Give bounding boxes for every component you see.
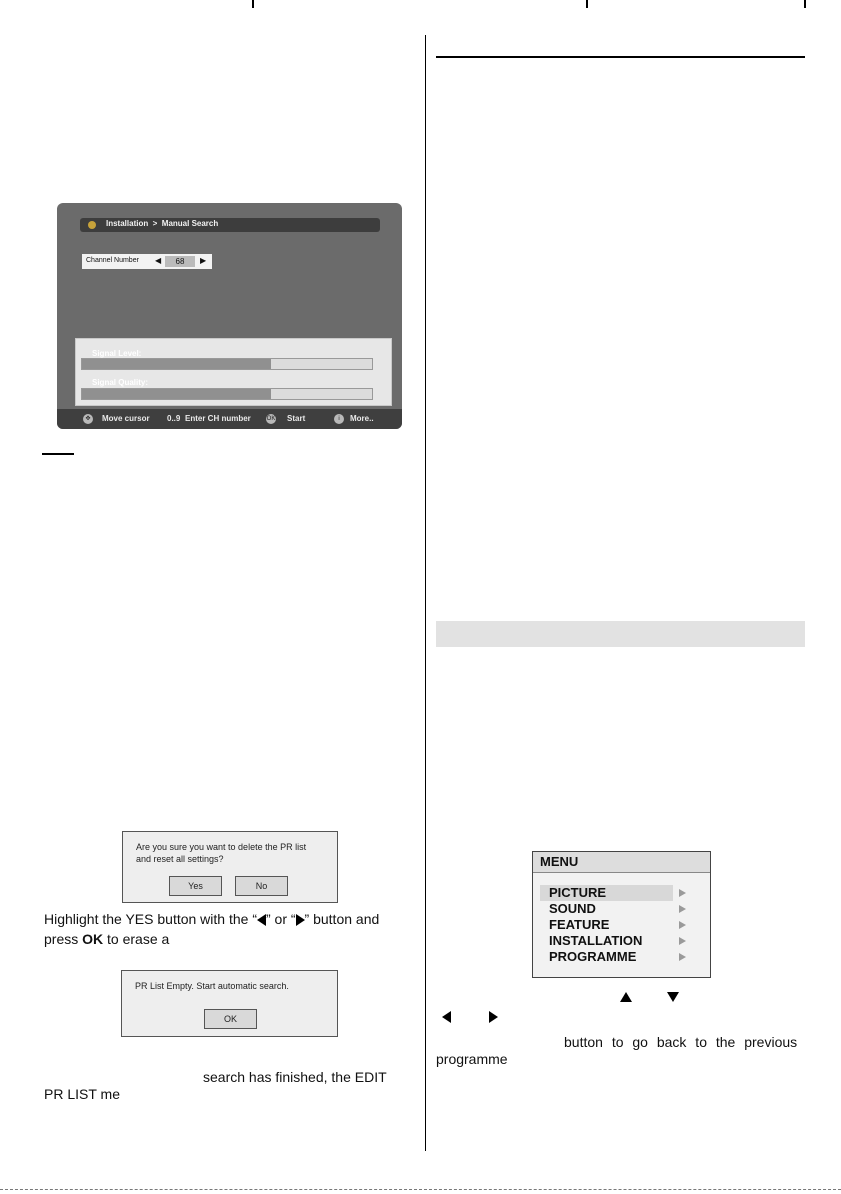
menu-divider bbox=[533, 872, 710, 873]
search-finished-text: search has finished, the EDIT bbox=[203, 1069, 387, 1085]
edit-pr-list-text: PR LIST me bbox=[44, 1086, 120, 1102]
digits-icon: 0..9 bbox=[167, 414, 181, 423]
menu-title-bar bbox=[533, 852, 710, 872]
signal-level-fill bbox=[82, 359, 271, 369]
signal-level-bar bbox=[81, 358, 373, 370]
note-underline bbox=[42, 453, 74, 455]
left-arrow-icon bbox=[442, 1011, 451, 1023]
ok-key-text: OK bbox=[82, 931, 104, 947]
menu-item-installation[interactable] bbox=[540, 933, 700, 949]
menu-item-picture[interactable] bbox=[540, 885, 673, 901]
signal-quality-fill bbox=[82, 389, 271, 399]
channel-number-label: Channel Number bbox=[86, 257, 139, 264]
signal-quality-bar bbox=[81, 388, 373, 400]
dialog-message-line1: Are you sure you want to delete the PR list bbox=[136, 842, 307, 852]
arrow-right-icon bbox=[679, 921, 686, 929]
arrow-right-icon bbox=[679, 937, 686, 945]
highlight-paragraph bbox=[44, 909, 379, 929]
menu-item-label: PROGRAMME bbox=[549, 949, 637, 964]
section-rule bbox=[436, 56, 805, 58]
back-button-text: button to go back to the previous bbox=[564, 1034, 798, 1050]
main-menu-screenshot bbox=[532, 851, 711, 978]
enter-ch-hint: Enter CH number bbox=[185, 414, 251, 423]
arrow-right-icon bbox=[679, 905, 686, 913]
menu-logo-icon bbox=[88, 221, 96, 229]
osd-header bbox=[80, 218, 380, 232]
signal-quality-label: Signal Quality: bbox=[92, 378, 149, 387]
info-icon: i bbox=[334, 414, 344, 424]
menu-item-sound[interactable] bbox=[540, 901, 700, 917]
no-button[interactable]: No bbox=[235, 876, 288, 896]
crop-mark bbox=[586, 0, 588, 8]
crop-mark bbox=[252, 0, 254, 8]
instruction-text: press bbox=[44, 931, 83, 947]
instruction-text: to erase a bbox=[103, 931, 170, 947]
menu-title: MENU bbox=[540, 854, 579, 869]
menu-item-feature[interactable] bbox=[540, 917, 700, 933]
instruction-text: ” button and bbox=[304, 911, 380, 927]
menu-item-label: SOUND bbox=[549, 901, 596, 916]
start-hint: Start bbox=[287, 414, 306, 423]
move-cursor-hint: Move cursor bbox=[102, 414, 150, 423]
pr-list-empty-dialog bbox=[121, 970, 338, 1037]
instruction-text: Highlight the YES button with the “ bbox=[44, 911, 257, 927]
menu-item-label: INSTALLATION bbox=[549, 933, 643, 948]
arrow-right-icon[interactable]: ▶ bbox=[200, 256, 207, 265]
section-header-bar bbox=[436, 621, 805, 647]
menu-item-label: PICTURE bbox=[549, 885, 607, 900]
ok-button[interactable]: OK bbox=[204, 1009, 257, 1029]
channel-number-field[interactable] bbox=[82, 254, 212, 269]
crop-mark bbox=[804, 0, 806, 8]
arrow-right-icon bbox=[679, 889, 686, 897]
signal-panel bbox=[75, 338, 392, 406]
arrow-left-icon[interactable]: ◀ bbox=[155, 256, 162, 265]
highlight-paragraph-line2 bbox=[44, 929, 169, 949]
right-arrow-icon bbox=[489, 1011, 498, 1023]
signal-level-label: Signal Level: bbox=[92, 349, 142, 358]
menu-item-label: FEATURE bbox=[549, 917, 610, 932]
navigation-icon: ✥ bbox=[83, 414, 93, 424]
instruction-text: ” or “ bbox=[265, 911, 296, 927]
yes-button[interactable]: Yes bbox=[169, 876, 222, 896]
manual-search-screenshot bbox=[57, 203, 402, 429]
right-arrow-icon bbox=[296, 914, 305, 926]
ok-icon: OK bbox=[266, 416, 276, 422]
previous-programme-text: programme bbox=[436, 1051, 508, 1067]
dialog-message: PR List Empty. Start automatic search. bbox=[135, 981, 289, 991]
column-divider bbox=[425, 35, 426, 1151]
menu-item-programme[interactable] bbox=[540, 949, 700, 965]
breadcrumb: Installation > Manual Search bbox=[106, 219, 219, 228]
more-hint: More.. bbox=[350, 414, 374, 423]
delete-confirm-dialog bbox=[122, 831, 338, 903]
channel-number-value: 68 bbox=[165, 256, 195, 267]
down-arrow-icon bbox=[667, 992, 679, 1002]
osd-footer bbox=[57, 409, 402, 429]
page-bottom-line bbox=[0, 1189, 841, 1190]
up-arrow-icon bbox=[620, 992, 632, 1002]
arrow-right-icon bbox=[679, 953, 686, 961]
left-arrow-icon bbox=[257, 914, 266, 926]
dialog-message-line2: and reset all settings? bbox=[136, 854, 224, 864]
